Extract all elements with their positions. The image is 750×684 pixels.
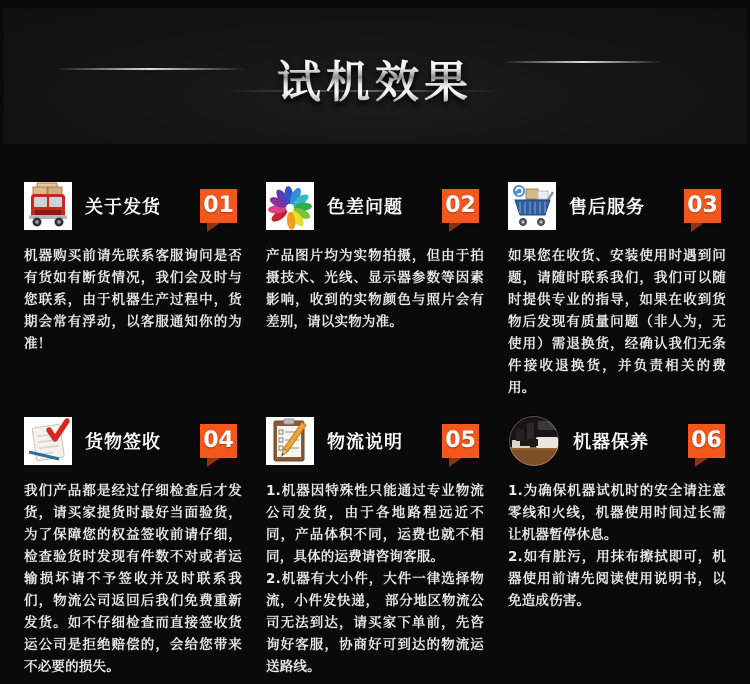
delivery-truck-icon (24, 182, 72, 230)
shopping-cart-icon (508, 182, 556, 230)
section-logistics-notes (266, 415, 484, 678)
section-body: 产品图片均为实物拍摄，但由于拍摄技术、光线、显示器参数等因素影响，收到的实物颜色与照片会有差别，请以实物为准。 (266, 248, 484, 330)
section-number-badge (442, 424, 479, 458)
section-title: 售后服务 (569, 197, 645, 218)
section-after-sales (508, 180, 726, 415)
section-body: 机器购买前请先联系客服询问是否有货如有断货情况，我们会及时与您联系，由于机器生产过程中，货期会常有浮动，以客服通知你的为准！ (24, 248, 242, 352)
machine-photo-icon (508, 415, 560, 467)
section-title: 货物签收 (85, 432, 161, 453)
section-number-badge (688, 424, 725, 458)
section-number-badge (684, 189, 721, 223)
section-number: 05 (445, 428, 476, 453)
section-title: 色差问题 (327, 197, 403, 218)
section-header (24, 415, 242, 467)
color-wheel-icon (266, 182, 314, 230)
section-header (508, 415, 726, 467)
section-title: 物流说明 (327, 432, 403, 453)
section-number-badge (442, 189, 479, 223)
section-number: 01 (203, 193, 234, 218)
section-about-shipping (24, 180, 242, 415)
section-body: 我们产品都是经过仔细检查后才发货，请买家提货时最好当面验货，为了保障您的权益签收前请仔细，检查验货时发现有件数不对或者运输损坏请不予签收并及时联系我们，物流公司返回后我们免费重新发货。如不仔细检查而直接签收货运公司是拒绝赔偿的，会给您带来不必要的损失。 (24, 483, 242, 675)
section-title: 关于发货 (85, 197, 161, 218)
section-body: 1.机器因特殊性只能通过专业物流公司发货，由于各地路程远近不同，产品体积不同，运费也就不相同，具体的运费请咨询客服。 (266, 483, 484, 565)
section-number: 06 (691, 428, 722, 453)
section-body-2: 2.机器有大小件，大件一律选择物流，小件发快递， 部分地区物流公司无法到达，请买家下单前，先咨询好客服，协商好可到达的物流运送路线。 (266, 571, 484, 675)
section-machine-maintenance (508, 415, 726, 678)
light-streak-right (503, 61, 663, 63)
checklist-icon (24, 417, 72, 465)
section-header (24, 180, 242, 232)
section-number: 04 (203, 428, 234, 453)
section-header (508, 180, 726, 232)
clipboard-pencil-icon (266, 417, 314, 465)
light-streak-left (55, 68, 245, 70)
header-banner (3, 8, 747, 144)
info-sections-grid (24, 180, 726, 678)
section-number: 03 (687, 193, 718, 218)
section-goods-receipt (24, 415, 242, 678)
section-number: 02 (445, 193, 476, 218)
section-number-badge (200, 424, 237, 458)
section-body: 如果您在收货、安装使用时遇到问题，请随时联系我们，我们可以随时提供专业的指导，如果在收到货物后发现有质量问题（非人为，无使用）需退换货，经确认我们无条件接收退换货，并负责相关的费用。 (508, 248, 726, 396)
banner-title: 试机效果 (277, 42, 473, 110)
section-body-2: 2.如有脏污，用抹布擦拭即可，机器使用前请先阅读使用说明书，以免造成伤害。 (508, 549, 726, 609)
section-header (266, 415, 484, 467)
section-body: 1.为确保机器试机时的安全请注意零线和火线，机器使用时间过长需让机器暂停休息。 (508, 483, 726, 543)
section-number-badge (200, 189, 237, 223)
section-color-difference (266, 180, 484, 415)
section-title: 机器保养 (573, 432, 649, 453)
section-header (266, 180, 484, 232)
